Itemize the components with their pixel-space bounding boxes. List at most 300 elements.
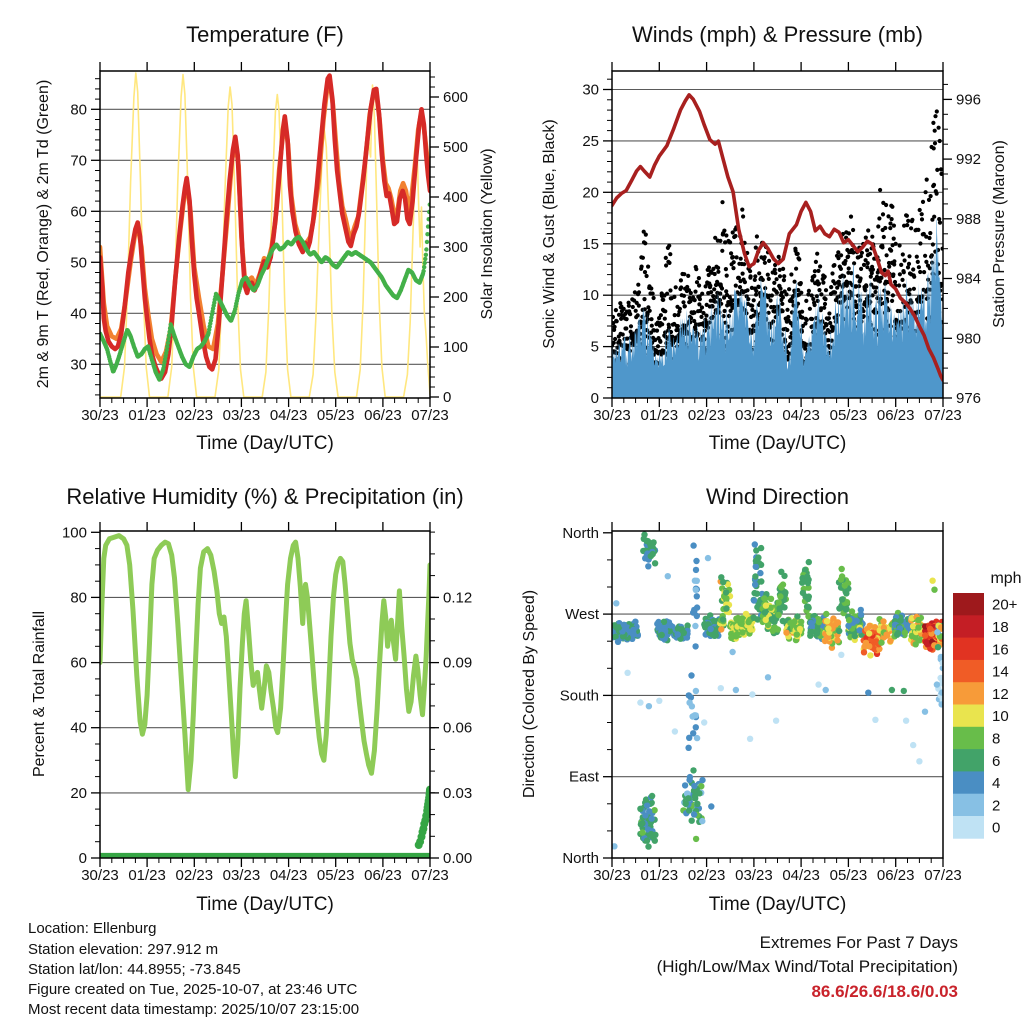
dot	[656, 344, 660, 348]
y-tick-label: 40	[70, 305, 87, 323]
scatter-dot	[939, 689, 945, 695]
x-tick-label: 01/23	[128, 867, 166, 884]
scatter-dot	[927, 626, 933, 632]
dot	[663, 309, 667, 313]
dot	[718, 291, 722, 295]
y-tick-label: 600	[443, 89, 469, 106]
dot	[720, 200, 724, 204]
dot	[651, 292, 655, 296]
scatter-dot	[639, 829, 645, 835]
dot	[682, 294, 686, 298]
scatter-dot	[686, 807, 692, 813]
scatter-dot	[815, 681, 821, 687]
dot	[720, 286, 724, 290]
dot	[937, 217, 941, 221]
dot	[901, 252, 905, 256]
y-tick-label: 0.03	[443, 784, 473, 802]
scatter-dot	[694, 593, 700, 599]
scatter-dot	[646, 703, 652, 709]
dot	[667, 261, 671, 265]
dot	[935, 109, 939, 113]
dot	[928, 231, 932, 235]
dot	[890, 217, 894, 221]
speed-color-legend	[953, 593, 1018, 839]
dot	[851, 250, 855, 254]
dot	[778, 287, 782, 291]
dot	[637, 304, 641, 308]
dot	[785, 308, 789, 312]
scatter-dot	[718, 626, 724, 632]
scatter-dot	[922, 632, 928, 638]
scatter-dot	[708, 626, 714, 632]
y-tick-label: 70	[70, 152, 87, 170]
legend-label: 18	[992, 618, 1009, 636]
scatter-dot	[651, 807, 657, 813]
dot	[681, 300, 685, 304]
dot	[868, 300, 872, 304]
scatter-dot	[823, 687, 829, 693]
scatter-dot	[915, 624, 921, 630]
dot	[811, 297, 815, 301]
scatter-dot	[692, 623, 698, 629]
scatter-dot	[751, 597, 757, 603]
y-axis-label-temperature-left: 2m & 9m T (Red, Orange) & 2m Td (Green)	[35, 79, 52, 389]
dot	[751, 314, 755, 318]
dot	[766, 273, 770, 277]
dot	[750, 304, 754, 308]
dot	[761, 278, 765, 282]
y-tick-label: 60	[70, 654, 87, 672]
dot	[659, 313, 663, 317]
scatter-dot	[806, 559, 812, 565]
dot	[832, 263, 836, 267]
dot	[789, 272, 793, 276]
x-tick-label: 03/23	[735, 867, 773, 884]
dot	[843, 259, 847, 263]
scatter-dot	[749, 691, 755, 697]
legend-label: 6	[992, 752, 1001, 770]
dot	[847, 266, 851, 270]
dot	[697, 283, 701, 287]
dot	[650, 324, 654, 328]
scatter-dot	[752, 541, 758, 547]
x-tick-label: 30/23	[593, 867, 631, 884]
scatter-dot	[718, 685, 724, 691]
scatter-dot	[701, 719, 707, 725]
chart-title-temperature: Temperature (F)	[186, 22, 344, 47]
y-axis-label-direction-left: Direction (Colored By Speed)	[521, 589, 538, 799]
y-tick-label: 0.00	[443, 850, 473, 867]
scatter-dot	[910, 623, 916, 629]
dot	[816, 269, 820, 273]
dot	[908, 288, 912, 292]
scatter-dot	[708, 803, 714, 809]
scatter-dot	[694, 613, 700, 619]
dot	[778, 274, 782, 278]
dot	[664, 341, 668, 345]
x-tick-label: 07/23	[924, 407, 962, 424]
dot	[932, 183, 936, 187]
dot	[888, 226, 892, 230]
dot	[803, 321, 807, 325]
chart-title-humidity-precip: Relative Humidity (%) & Precipitation (in)	[66, 484, 464, 509]
scatter-dot	[739, 615, 745, 621]
scatter-dot	[858, 611, 864, 617]
scatter-dot	[804, 577, 810, 583]
legend-swatch	[953, 705, 984, 728]
dot	[648, 309, 652, 313]
scatter-dot	[916, 637, 922, 643]
dot	[704, 314, 708, 318]
dot	[713, 272, 717, 276]
legend-label: 14	[992, 663, 1009, 681]
dot	[931, 242, 935, 246]
x-tick-label: 06/23	[876, 407, 915, 424]
dot	[697, 276, 701, 280]
dot	[864, 284, 868, 288]
dot	[422, 265, 426, 269]
dot	[165, 344, 169, 348]
dot	[722, 314, 726, 318]
info-elevation: Station elevation: 297.912 m	[28, 941, 219, 958]
scatter-dot	[861, 649, 867, 655]
dot	[822, 306, 826, 310]
scatter-dot	[845, 623, 851, 629]
scatter-dot	[675, 626, 681, 632]
scatter-dot	[693, 712, 699, 718]
scatter-dot	[787, 620, 793, 626]
scatter-dot	[733, 687, 739, 693]
scatter-dot	[699, 777, 705, 783]
dot	[892, 259, 896, 263]
scatter-dot	[690, 767, 696, 773]
dot	[878, 188, 882, 192]
legend-swatch	[953, 749, 984, 772]
dot	[932, 215, 936, 219]
scatter-dot	[863, 640, 869, 646]
y-tick-label: 10	[582, 287, 599, 305]
x-axis-title-winds: Time (Day/UTC)	[708, 433, 847, 454]
dot	[803, 347, 807, 351]
dot	[614, 308, 618, 312]
dot	[937, 126, 941, 130]
temperature-chart-series	[98, 73, 432, 397]
dot	[613, 337, 617, 341]
dot	[708, 284, 712, 288]
dot	[615, 319, 619, 323]
dot	[870, 235, 874, 239]
scatter-dot	[685, 745, 691, 751]
dot	[775, 291, 779, 295]
dot	[767, 259, 771, 263]
dot	[879, 276, 883, 280]
scatter-dot	[902, 630, 908, 636]
dot	[667, 244, 671, 248]
scatter-dot	[805, 596, 811, 602]
x-axis-title-temperature: Time (Day/UTC)	[196, 433, 334, 454]
scatter-dot	[728, 635, 734, 641]
dot	[772, 281, 776, 285]
extremes-subheading: (High/Low/Max Wind/Total Precipitation)	[656, 957, 958, 976]
chart-title-wind-direction: Wind Direction	[705, 484, 850, 509]
scatter-dot	[723, 605, 729, 611]
y-tick-label: West	[565, 606, 599, 624]
scatter-dot	[775, 612, 781, 618]
dot	[624, 326, 628, 330]
dot	[907, 254, 911, 258]
scatter-dot	[866, 630, 872, 636]
dot	[739, 257, 743, 261]
dot	[643, 241, 647, 245]
dot	[843, 297, 847, 301]
dot	[817, 288, 821, 292]
dot	[767, 277, 771, 281]
y-tick-label: 100	[443, 339, 469, 356]
scatter-dot	[808, 620, 814, 626]
scatter-dot	[762, 609, 768, 615]
dot	[857, 284, 861, 288]
dot	[725, 274, 729, 278]
scatter-dot	[649, 793, 655, 799]
scatter-dot	[867, 652, 873, 658]
dot	[928, 266, 932, 270]
scatter-dot	[880, 618, 886, 624]
dot	[815, 294, 819, 298]
dot	[905, 214, 909, 218]
legend-swatch	[953, 615, 984, 638]
dot	[646, 265, 650, 269]
dot	[732, 260, 736, 264]
scatter-dot	[922, 709, 928, 715]
x-tick-label: 30/23	[81, 867, 119, 884]
x-tick-label: 07/23	[924, 867, 962, 884]
scatter-dot	[747, 736, 753, 742]
dot	[837, 283, 841, 287]
dot	[828, 321, 832, 325]
dot	[781, 295, 785, 299]
dot	[849, 215, 853, 219]
dot	[754, 289, 758, 293]
dot	[915, 255, 919, 259]
dot	[753, 278, 757, 282]
dot	[706, 326, 710, 330]
dot	[738, 285, 742, 289]
dot	[777, 255, 781, 259]
dot	[782, 274, 786, 278]
dot	[713, 300, 717, 304]
dot	[668, 252, 672, 256]
scatter-dot	[895, 630, 901, 636]
dot	[884, 203, 888, 207]
scatter-dot	[720, 579, 726, 585]
dot	[166, 341, 170, 345]
scatter-dot	[836, 605, 842, 611]
dot	[938, 221, 942, 225]
dot	[785, 328, 789, 332]
dot	[859, 267, 863, 271]
dot	[864, 236, 868, 240]
dot	[839, 267, 843, 271]
x-axis-title-humidity: Time (Day/UTC)	[196, 894, 334, 915]
dot	[649, 286, 653, 290]
dot	[652, 296, 656, 300]
legend-swatch	[953, 771, 984, 794]
y-tick-label: 60	[70, 203, 87, 221]
dot	[658, 340, 662, 344]
scatter-dot	[846, 617, 852, 623]
dot	[631, 305, 635, 309]
dot	[886, 291, 890, 295]
scatter-dot	[711, 618, 717, 624]
y-tick-label: 0.06	[443, 719, 473, 737]
dot	[830, 271, 834, 275]
scatter-dot	[770, 628, 776, 634]
dot	[812, 274, 816, 278]
dot	[800, 310, 804, 314]
winds-pressure-chart	[582, 62, 981, 424]
scatter-dot	[723, 589, 729, 595]
dot	[898, 272, 902, 276]
scatter-dot	[645, 563, 651, 569]
scatter-dot	[751, 590, 757, 596]
scatter-dot	[729, 649, 735, 655]
dot	[733, 234, 737, 238]
scatter-dot	[808, 629, 814, 635]
dot	[813, 303, 817, 307]
dot	[698, 297, 702, 301]
y-tick-label: 25	[582, 132, 599, 150]
dot	[839, 253, 843, 257]
scatter-dot	[723, 595, 729, 601]
dot	[873, 290, 877, 294]
y-tick-label: 0	[590, 390, 599, 407]
scatter-dot	[693, 587, 699, 593]
dot	[679, 278, 683, 282]
scatter-dot	[825, 625, 831, 631]
scatter-dot	[699, 818, 705, 824]
dot	[859, 276, 863, 280]
dot	[932, 146, 936, 150]
dot	[880, 245, 884, 249]
scatter-dot	[689, 818, 695, 824]
y-tick-label: 20	[582, 184, 599, 202]
dot	[699, 315, 703, 319]
scatter-dot	[782, 590, 788, 596]
scatter-dot	[642, 812, 648, 818]
dot	[731, 266, 735, 270]
scatter-dot	[693, 688, 699, 694]
x-tick-label: 04/23	[782, 867, 820, 884]
scatter-dot	[686, 692, 692, 698]
scatter-dot	[702, 623, 708, 629]
dot	[711, 304, 715, 308]
x-tick-label: 02/23	[175, 867, 214, 884]
dot	[741, 214, 745, 218]
dot	[711, 294, 715, 298]
scatter-dot	[934, 681, 940, 687]
dot	[676, 324, 680, 328]
dot	[665, 292, 669, 296]
dot	[909, 226, 913, 230]
dot	[794, 267, 798, 271]
scatter-dot	[649, 815, 655, 821]
dot	[906, 219, 910, 223]
scatter-dot	[843, 606, 849, 612]
dot	[757, 271, 761, 275]
dot	[757, 285, 761, 289]
dot	[716, 266, 720, 270]
dot	[825, 322, 829, 326]
scatter-dot	[692, 643, 698, 649]
dot	[866, 261, 870, 265]
dot	[746, 297, 750, 301]
x-tick-label: 07/23	[411, 407, 449, 424]
dot	[425, 240, 429, 244]
dot	[734, 284, 738, 288]
scatter-dot	[783, 630, 789, 636]
x-axis-title-wind-direction: Time (Day/UTC)	[708, 894, 847, 915]
dot	[629, 324, 633, 328]
scatter-dot	[720, 616, 726, 622]
dot	[720, 249, 724, 253]
dot	[898, 243, 902, 247]
scatter-dot	[887, 638, 893, 644]
y-tick-label: 40	[70, 719, 87, 737]
scatter-dot	[778, 584, 784, 590]
dot	[763, 261, 767, 265]
scatter-dot	[763, 602, 769, 608]
y-tick-label: 400	[443, 189, 469, 206]
x-tick-label: 01/23	[640, 407, 679, 424]
scatter-dot	[800, 590, 806, 596]
dot	[918, 208, 922, 212]
dot	[787, 287, 791, 291]
scatter-dot	[753, 564, 759, 570]
dot	[921, 200, 925, 204]
scatter-dot	[652, 838, 658, 844]
scatter-dot	[776, 599, 782, 605]
dot	[712, 287, 716, 291]
dot	[754, 293, 758, 297]
dot	[891, 293, 895, 297]
dot	[655, 329, 659, 333]
dot	[862, 263, 866, 267]
dot	[824, 288, 828, 292]
dot	[903, 258, 907, 262]
x-tick-label: 01/23	[640, 867, 679, 884]
scatter-dot	[931, 587, 937, 593]
scatter-dot	[644, 802, 650, 808]
dot	[724, 233, 728, 237]
x-tick-label: 06/23	[364, 407, 402, 424]
scatter-dot	[816, 619, 822, 625]
scatter-dot	[889, 687, 895, 693]
scatter-dot	[838, 652, 844, 658]
scatter-dot	[761, 595, 767, 601]
dot	[927, 198, 931, 202]
scatter-dot	[753, 558, 759, 564]
scatter-dot	[765, 674, 771, 680]
dot	[935, 168, 939, 172]
scatter-dot	[694, 801, 700, 807]
y-tick-label: 0.09	[443, 654, 473, 672]
scatter-dot	[739, 629, 745, 635]
dot	[865, 248, 869, 252]
dot	[816, 299, 820, 303]
dot	[910, 218, 914, 222]
dot	[924, 260, 928, 264]
dot	[920, 217, 924, 221]
